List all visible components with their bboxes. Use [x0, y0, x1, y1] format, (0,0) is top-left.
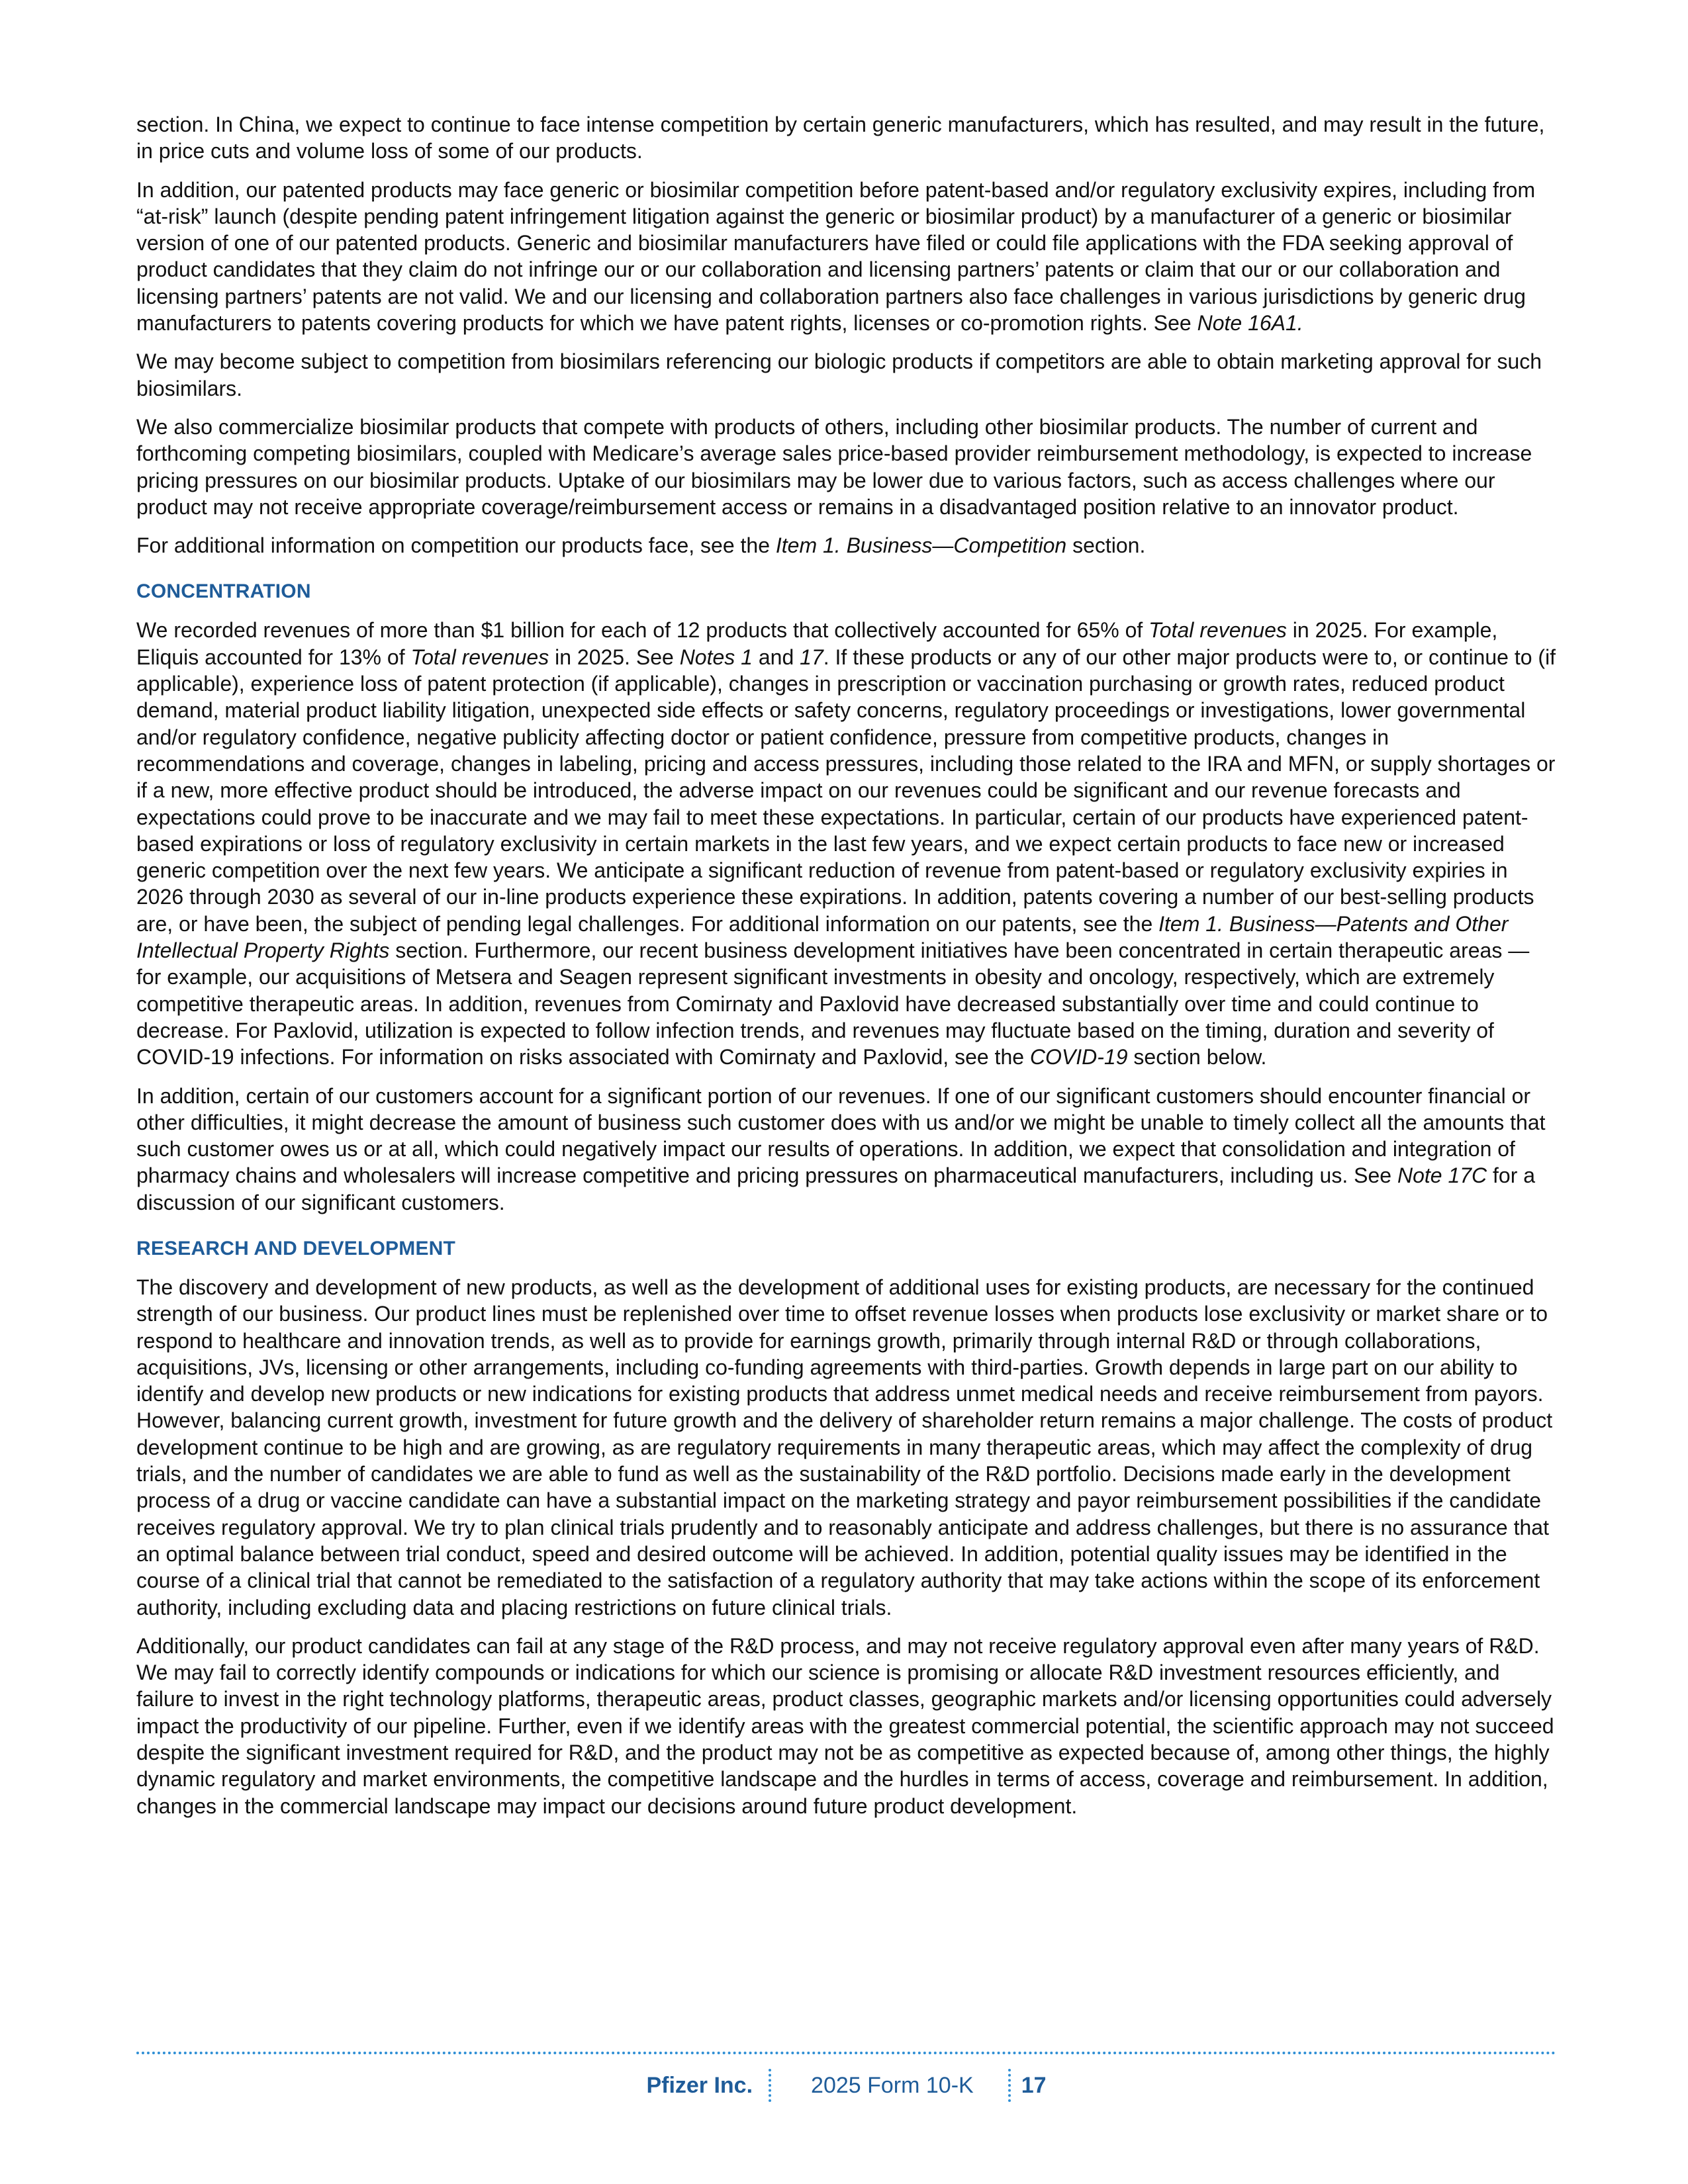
text: The discovery and development of new products, as well as the development of additional uses for existing products, are necessary for the continued strength of our business. Our product lines must be replenished over time to offset revenue losses when products lose exclusivity or market share or to respond to healthcare and innovation trends, as well as to provide for earnings growth, primarily through internal R&D or through collaborations, acquisitions, JVs, licensing or other arrangements, including co-funding agreements with third-parties. Growth depends in large part on our ability to identify and develop new products or new indications for existing products that address unmet medical needs and receive reimbursement from payors. However, balancing current growth, investment for future growth and the delivery of shareholder return remains a major challenge. The costs of product development continue to be high and are growing, as are regulatory requirements in many therapeutic areas, which may affect the complexity of drug trials, and the number of candidates we are able to fund as well as the sustainability of the R&D portfolio. Decisions made early in the development process of a drug or vaccine candidate can have a substantial impact on the marketing strategy and payor reimbursement possibilities if the candidate receives regulatory approval. We try to plan clinical trials prudently and to reasonably anticipate and address challenges, but there is no assurance that an optimal balance between trial conduct, speed and desired outcome will be achieved. In addition, potential quality issues may be identified in the course of a clinical trial that cannot be remediated to the satisfaction of a regulatory authority that may take actions within the scope of its enforcement authority, including excluding data and placing restrictions on future clinical trials.	[136, 1275, 1553, 1619]
intro-paragraph-4	[136, 414, 1556, 520]
text: section. Furthermore, our recent business development initiatives have been concentrated in certain therapeutic areas — for example, our acquisitions of Metsera and Seagen represent significant investments in obesity and oncology, respectively, which are extremely competitive therapeutic areas. In addition, revenues from Comirnaty and Paxlovid have decreased substantially over time and could continue to decrease. For Paxlovid, utilization is expected to follow infection trends, and revenues may fluctuate based on the timing, duration and severity of COVID-19 infections. For information on risks associated with Comirnaty and Paxlovid, see the	[136, 938, 1530, 1069]
text: in 2025. For example, Eliquis accounted for 13% of	[136, 618, 1498, 669]
text: We also commercialize biosimilar products that compete with products of others, including other biosimilar products. The number of current and forthcoming competing biosimilars, coupled with Medicare’s average sales price-based provider reimbursement methodology, is expected to increase pricing pressures on our biosimilar products. Uptake of our biosimilars may be lower due to various factors, such as access challenges where our product may not receive appropriate coverage/reimbursement access or remains in a disadvantaged position relative to an innovator product.	[136, 414, 1532, 519]
section-reference: Item 1. Business—Competition	[775, 533, 1067, 558]
text: In addition, certain of our customers account for a significant portion of our revenues. If one of our significant customers should encounter financial or other difficulties, it might decrease the amount of business such customer does with us and/or we might be unable to timely collect all the amounts that such customer owes us or at all, which could negatively impact our results of operations. In addition, we expect that consolidation and integration of pharmacy chains and wholesalers will increase competitive and pricing pressures on pharmaceutical manufacturers, including us. See	[136, 1083, 1546, 1188]
text: section.	[1066, 533, 1146, 558]
section-reference: Item 1. Business—Patents and Other Intellectual Property Rights	[136, 911, 1509, 963]
page-footer	[136, 2052, 1556, 2101]
concentration-paragraph-1	[136, 617, 1556, 1070]
text: For additional information on competition our products face, see the	[136, 533, 776, 558]
text: for a discussion of our significant customers.	[136, 1163, 1536, 1214]
text: We may become subject to competition from biosimilars referencing our biologic products if competitors are able to obtain marketing approval for such biosimilars.	[136, 349, 1542, 400]
text: in 2025. See	[549, 645, 680, 669]
text: We recorded revenues of more than $1 billion for each of 12 products that collectively accounted for 65% of	[136, 618, 1149, 643]
footer-divider	[769, 2069, 771, 2102]
footer-content	[136, 2069, 1556, 2102]
rnd-paragraph-1	[136, 1274, 1556, 1621]
document-body	[136, 111, 1556, 1831]
intro-paragraph-2	[136, 177, 1556, 337]
emphasis-text: Total revenues	[410, 645, 549, 669]
footer-divider	[1008, 2069, 1011, 2102]
rnd-paragraph-2	[136, 1633, 1556, 1819]
note-reference: Note 16A1.	[1197, 311, 1303, 336]
text: and	[752, 645, 800, 669]
note-reference: Notes 1	[679, 645, 753, 669]
section-reference: COVID-19	[1029, 1045, 1128, 1069]
footer-company-name: Pfizer Inc.	[646, 2073, 753, 2098]
text: In addition, our patented products may face generic or biosimilar competition before patent-based and/or regulatory exclusivity expires, including from “at-risk” launch (despite pending patent infringement litigation against the generic or biosimilar product) by a manufacturer of a generic or biosimilar version of one of our patented products. Generic and biosimilar manufacturers have filed or could file applications with the FDA seeking approval of product candidates that they claim do not infringe our or our collaboration and licensing partners’ patents or claim that our or our collaboration and licensing partners’ patents are not valid. We and our licensing and collaboration partners also face challenges in various jurisdictions by generic drug manufacturers to patents covering products for which we have patent rights, licenses or co-promotion rights. See	[136, 177, 1536, 336]
note-reference: 17	[800, 645, 823, 669]
note-reference: Note 17C	[1397, 1163, 1487, 1188]
footer-form-label: 2025 Form 10-K	[811, 2073, 974, 2098]
intro-paragraph-3	[136, 348, 1556, 402]
text: Additionally, our product candidates can fail at any stage of the R&D process, and may not receive regulatory approval even after many years of R&D. We may fail to correctly identify compounds or indications for which our science is promising or allocate R&D investment resources efficiently, and failure to invest in the right technology platforms, therapeutic areas, product classes, geographic markets and/or licensing opportunities could adversely impact the productivity of our pipeline. Further, even if we identify areas with the greatest commercial potential, the scientific approach may not succeed despite the significant investment required for R&D, and the product may not be as competitive as expected because of, among other things, the highly dynamic regulatory and market environments, the competitive landscape and the hurdles in terms of access, coverage and reimbursement. In addition, changes in the commercial landscape may impact our decisions around future product development.	[136, 1633, 1554, 1818]
concentration-heading: CONCENTRATION	[136, 580, 311, 603]
page-number: 17	[1021, 2073, 1047, 2098]
intro-paragraph-1	[136, 111, 1556, 165]
research-development-heading: RESEARCH AND DEVELOPMENT	[136, 1237, 456, 1259]
concentration-paragraph-2	[136, 1083, 1556, 1216]
text: . If these products or any of our other major products were to, or continue to (if applicable), experience loss of patent protection (if applicable), changes in prescription or vaccination purchasing or growth rates, reduced product demand, material product liability litigation, unexpected side effects or safety concerns, regulatory proceedings or investigations, lower governmental and/or regulatory confidence, negative publicity affecting doctor or patient confidence, pressure from competitive products, changes in recommendations and coverage, changes in labeling, pricing and access pressures, including those related to the IRA and MFN, or supply shortages or if a new, more effective product should be introduced, the adverse impact on our revenues could be significant and our revenue forecasts and expectations could prove to be inaccurate and we may fail to meet these expectations. In particular, certain of our products have experienced patent-based expirations or loss of regulatory exclusivity in certain markets in the last few years, and we expect certain products to face new or increased generic competition over the next few years. We anticipate a significant reduction of revenue from patent-based or regulatory exclusivity expiries in 2026 through 2030 as several of our in-line products experience these expirations. In addition, patents covering a number of our best-selling products are, or have been, the subject of pending legal challenges. For additional information on our patents, see the	[136, 645, 1556, 936]
text: section. In China, we expect to continue to face intense competition by certain generic manufacturers, which has resulted, and may result in the future, in price cuts and volume loss of some of our products.	[136, 113, 1545, 163]
text: section below.	[1127, 1045, 1267, 1069]
emphasis-text: Total revenues	[1149, 618, 1287, 643]
intro-paragraph-5	[136, 532, 1556, 559]
